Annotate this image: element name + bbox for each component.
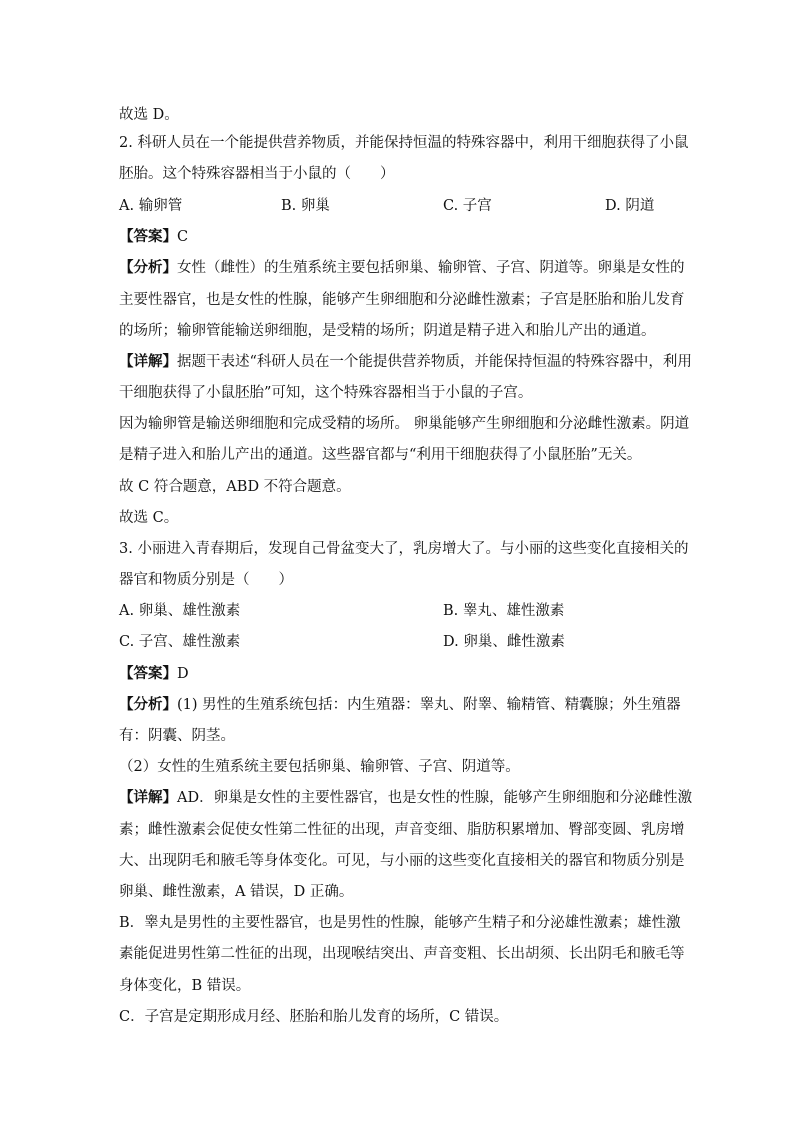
text-line: 主要性器官，也是女性的性腺，能够产生卵细胞和分泌雌性激素；子宫是胚胎和胎儿发育 bbox=[119, 292, 685, 308]
explanation-line bbox=[119, 788, 692, 808]
question-2-stem: 2. 科研人员在一个能提供营养物质，并能保持恒温的特殊容器中，利用干细胞获得了小鼠 bbox=[119, 135, 689, 151]
text-line: 故选 D。 bbox=[119, 107, 179, 123]
text-line: 卵巢、雌性激素，A 错误，D 正确。 bbox=[119, 884, 354, 900]
explanation-text: AD．卵巢是女性的主要性器官，也是女性的性腺，能够产生卵细胞和分泌雌性激 bbox=[177, 790, 693, 806]
answer-tag: 【答案】 bbox=[119, 665, 177, 682]
text-line: 故选 C。 bbox=[119, 510, 179, 526]
explanation-tag: 【详解】 bbox=[119, 789, 177, 806]
option-c: C. 子宫 bbox=[443, 198, 492, 214]
text-line: 是精子进入和胎儿产出的通道。这些器官都与“利用干细胞获得了小鼠胚胎”无关。 bbox=[119, 447, 642, 463]
text-line: 的场所；输卵管能输送卵细胞，是受精的场所；阴道是精子进入和胎儿产出的通道。 bbox=[119, 323, 656, 339]
answer-line bbox=[119, 227, 188, 247]
question-3-stem: 3. 小丽进入青春期后，发现自己骨盆变大了，乳房增大了。与小丽的这些变化直接相关的 bbox=[119, 541, 689, 557]
option-b: B. 卵巢 bbox=[281, 198, 330, 214]
text-line: 有：阴囊、阴茎。 bbox=[119, 728, 235, 744]
text-line: 素；雌性激素会促使女性第二性征的出现，声音变细、脂肪积累增加、臀部变圆、乳房增 bbox=[119, 822, 685, 838]
analysis-text: 女性（雌性）的生殖系统主要包括卵巢、输卵管、子宫、阴道等。卵巢是女性的 bbox=[177, 260, 685, 276]
option-a: A. 卵巢、雄性激素 bbox=[119, 603, 241, 619]
explanation-tag: 【详解】 bbox=[119, 353, 177, 370]
option-d: D. 卵巢、雌性激素 bbox=[443, 634, 565, 650]
text-line: 因为输卵管是输送卵细胞和完成受精的场所。 卵巢能够产生卵细胞和分泌雌性激素。阴道 bbox=[119, 416, 690, 432]
analysis-line bbox=[119, 695, 681, 715]
analysis-tag: 【分析】 bbox=[119, 696, 177, 713]
option-b: B. 睾丸、雄性激素 bbox=[443, 603, 565, 619]
analysis-tag: 【分析】 bbox=[119, 259, 177, 276]
question-3-stem-cont: 器官和物质分别是（ ） bbox=[119, 572, 293, 588]
text-line: 素能促进男性第二性征的出现，出现喉结突出、声音变粗、长出胡须、长出阴毛和腋毛等 bbox=[119, 946, 685, 962]
text-line: 身体变化，B 错误。 bbox=[119, 978, 251, 994]
text-line: 大、出现阴毛和腋毛等身体变化。可见，与小丽的这些变化直接相关的器官和物质分别是 bbox=[119, 853, 685, 869]
text-line: C．子宫是定期形成月经、胚胎和胎儿发育的场所，C 错误。 bbox=[119, 1009, 509, 1025]
question-2-stem-cont: 胚胎。这个特殊容器相当于小鼠的（ ） bbox=[119, 166, 395, 182]
analysis-line bbox=[119, 258, 685, 278]
answer-value: C bbox=[177, 229, 189, 245]
answer-line bbox=[119, 664, 189, 684]
text-line: 故 C 符合题意，ABD 不符合题意。 bbox=[119, 479, 351, 495]
explanation-text: 据题干表述“科研人员在一个能提供营养物质，并能保持恒温的特殊容器中，利用 bbox=[177, 354, 692, 370]
text-line: B．睾丸是男性的主要性器官，也是男性的性腺，能够产生精子和分泌雄性激素；雄性激 bbox=[119, 915, 681, 931]
answer-tag: 【答案】 bbox=[119, 228, 177, 245]
answer-value: D bbox=[177, 666, 189, 682]
text-line: （2）女性的生殖系统主要包括卵巢、输卵管、子宫、阴道等。 bbox=[119, 759, 520, 775]
option-c: C. 子宫、雄性激素 bbox=[119, 634, 241, 650]
explanation-line bbox=[119, 352, 692, 372]
text-line: 干细胞获得了小鼠胚胎”可知，这个特殊容器相当于小鼠的子宫。 bbox=[119, 385, 533, 401]
option-a: A. 输卵管 bbox=[119, 198, 183, 214]
analysis-text: (1) 男性的生殖系统包括：内生殖器：睾丸、附睾、输精管、精囊腺；外生殖器 bbox=[177, 697, 681, 713]
option-d: D. 阴道 bbox=[605, 198, 655, 214]
